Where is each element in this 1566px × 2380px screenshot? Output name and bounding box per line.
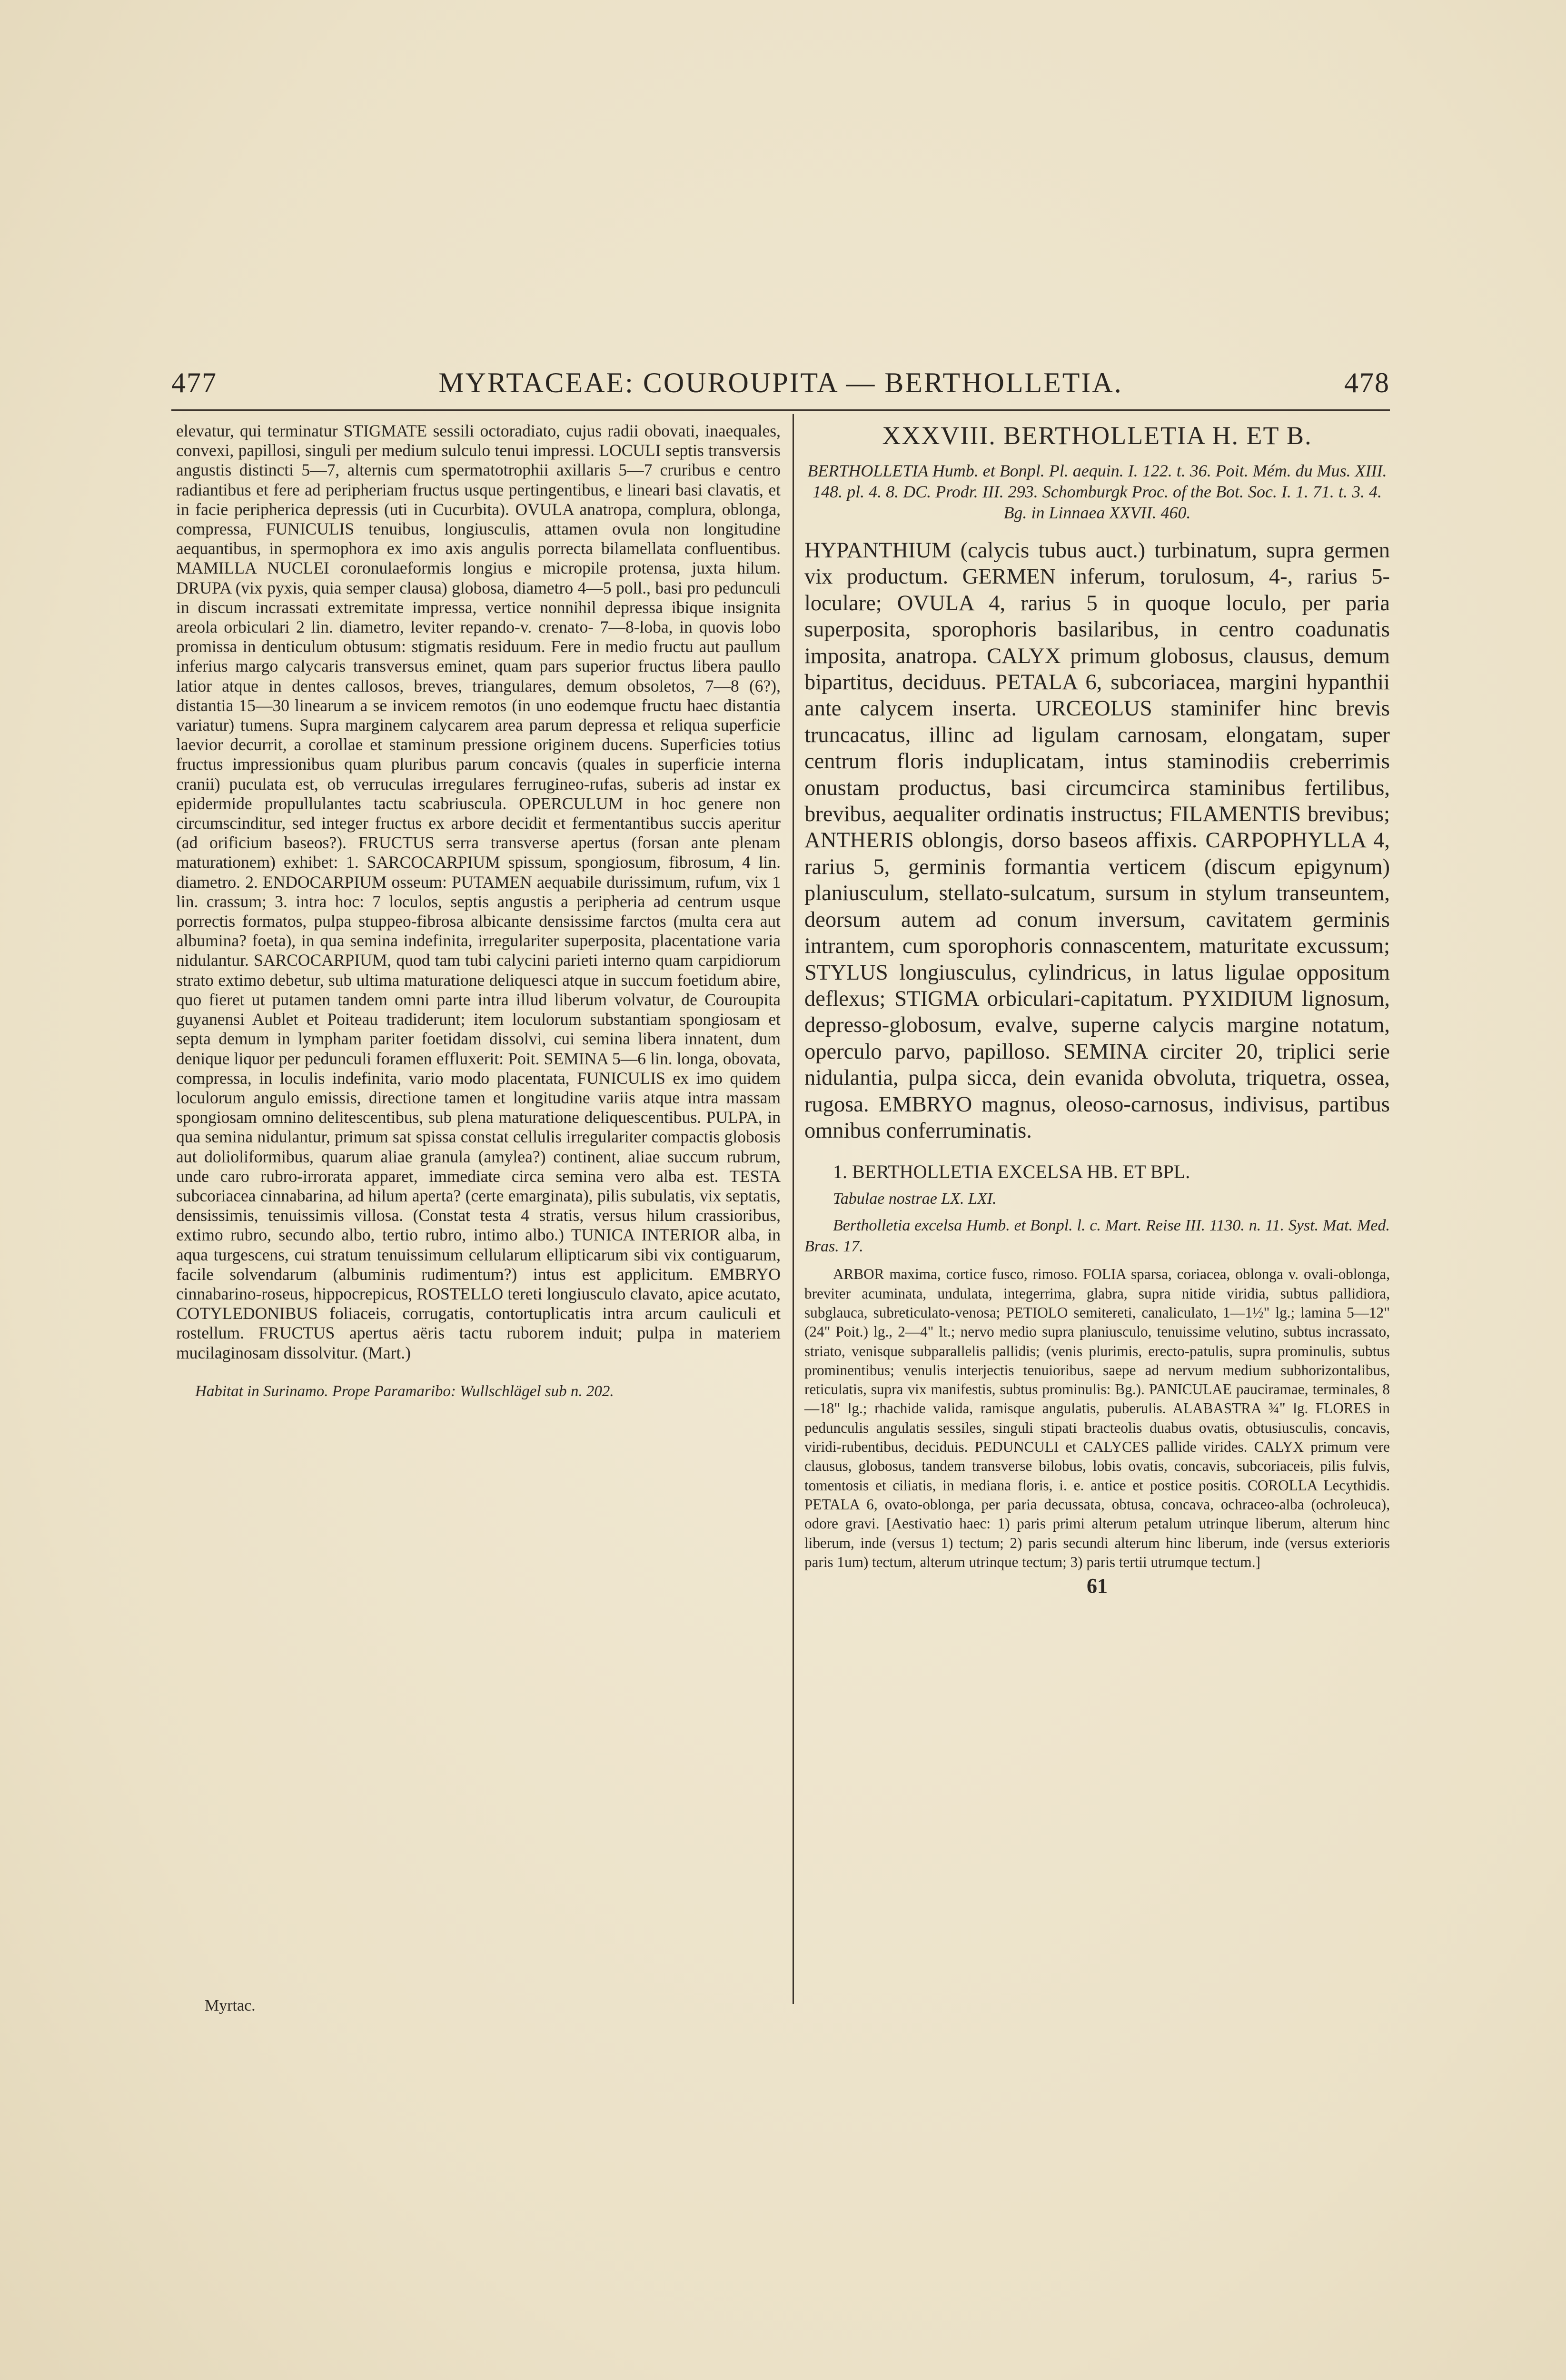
habitat-note: Habitat in Surinamo. Prope Paramaribo: Wullschlägel sub n. 202. [195,1382,614,1400]
header-rule [171,409,1390,411]
species-synonymy: Bertholletia excelsa Humb. et Bonpl. l. c. Mart. Reise III. 1130. n. 11. Syst. Mat. Med. Bras. 17. [804,1217,1390,1256]
genus-heading: XXXVIII. BERTHOLLETIA H. ET B. [882,421,1312,450]
left-column-body: elevatur, qui terminatur STIGMATE sessili octoradiato, cujus radii obovati, inaequales, convexi, papillosi, singuli per medium sulculo tenui impressi. LOCULI septis transversis angustis distincti 5—7, alternis cum spermatotrophii axillaris 5—7 cruribus e centro radiantibus et fere ad peripheriam fructus usque pertingentibus, e lineari basi clavatis, et in facie peripherica depressis (uti in Cucurbita). OVULA anatropa, complura, oblonga, compressa, FUNICULIS tenuibus, longiusculis, attamen ovula non longitudine aequantibus, in spermophora ex imo axis angulis porrecta bilamellata confluentibus. MAMILLA NUCLEI coronulaeformis longius e micropile protensa, juxta hilum. DRUPA (vix pyxis, quia semper clausa) globosa, diametro 4—5 poll., basi pro pedunculi in discum incrassati extremitate impressa, vertice nonnihil depressa ibique insignita areola orbiculari 2 lin. diametro, leviter repando-v. crenato- 7—8-loba, in quovis lobo promissa in denticulum obtusum: stigmatis residuum. Fere in medio fructu aut paullum inferius margo calycaris transversus eminet, quam pars superior fructus libera paullo latior atque in dentes callosos, breves, triangulares, demum obsoletos, 7—8 (6?), distantia 15—30 linearum a se invicem remotos (in uno eodemque fructu haec distantia variatur) tumens. Supra marginem calycarem area parum depressa et reliqua superficie laevior decurrit, a corollae et staminum pressione originem ducens. Superficies totius fructus impressionibus quam pluribus parum concavis (quales in superficie interna cranii) puculata est, ob verruculas irregulares ferrugineo-rufas, suberis ad instar ex epidermide propullulantes tactu scabriuscula. OPERCULUM in hoc genere non circumscinditur, sed integer fructus ex arbore decidit et fermentantibus succis aperitur (ad orificium baseos?). FRUCTUS serra transverse apertus (forsan ante plenam maturationem) exhibet: 1. SARCOCARPIUM spissum, spongiosum, fibrosum, 4 lin. diametro. 2. ENDOCARPIUM osseum: PUTAMEN aequabile durissimum, rufum, vix 1 lin. crassum; 3. intra hoc: 7 loculos, septis angustis a peripheria ad centrum usque porrectis formatos, pulpa stuppeo-fibrosa albicante densissime farctos (multa cera aut albumina? foeta), in qua semina indefinita, irregulariter superposita, placentatione varia nidulantur. SARCOCARPIUM, quod tam tubi calycini parieti interno quam carpidiorum strato extimo debetur, sub ultima maturatione deliquesci atque in succum foetidum abire, quo fieret ut putamen tandem omni parte intra illud liberum volvatur, de Couroupita guyanensi Aublet et Poiteau tradiderunt; item loculorum substantiam spongiosam et septa demum in lympham pariter foetidam dissolvi, cui semina libera innatent, dum denique liquor per pedunculi foramen effluxerit: Poit. SEMINA 5—6 lin. longa, obovata, compressa, in loculis indefinita, vario modo placentata, FUNICULIS ex imo quidem loculorum angulo emissis, directione tamen et longitudine variis atque intra massam spongiosam omnino delitescentibus, sub plena maturatione deliquescentibus. PULPA, in qua semina nidulantur, primum sat spissa constat cellulis irregulariter compactis globosis aut dolioliformibus, quarum aliae granula (amylea?) continent, aliae succum rubrum, unde caro rubro-irrorata apparet, immediate circa semina vero alba est. TESTA subcoriacea cinnabarina, ad hilum aperta? (certe emarginata), pilis subulatis, vix septatis, densissimis, tenuissimis villosa. (Constat testa 4 stratis, versus hilum crassioribus, extimo rubro, secundo albo, tertio rubro, intimo albo.) TUNICA INTERIOR alba, in aqua turgescens, cui stratum tenuissimum cellularum ellipticarum sibi vix contiguarum, facile solvendarum (albuminis rudimentum?) intus est applicitum. EMBRYO cinnabarino-roseus, hippocrepicus, ROSTELLO tereti longiusculo clavato, apice acutato, COTYLEDONIBUS foliaceis, corrugatis, contortuplicatis intra arcum cauliculi et rostellum. FRUCTUS apertus aëris tactu ruborem induit; pulpa in materiem mucilaginosam dissolvitur. (Mart.) [176,421,781,1362]
left-column [176,421,781,1401]
right-column [804,421,1390,1598]
running-title: MYRTACEAE: COUROUPITA — BERTHOLLETIA. [438,367,1123,398]
tabulae-reference: Tabulae nostrae LX. LXI. [833,1190,997,1208]
page-number-right: 478 [1344,367,1390,398]
page-header [171,367,1390,409]
column-separator [793,414,794,2004]
signature-number: 61 [1087,1574,1108,1598]
genus-synonymy: BERTHOLLETIA Humb. et Bonpl. Pl. aequin. I. 122. t. 36. Poit. Mém. du Mus. XIII. 148. pl. 4. 8. DC. Prodr. III. 293. Schomburgk Proc. of the Bot. Soc. I. 1. 71. t. 3. 4. Bg. in Linnaea XXVII. 460. [807,461,1387,522]
genus-description: HYPANTHIUM (calycis tubus auct.) turbinatum, supra germen vix productum. GERMEN inferum, torulosum, 4-, rarius 5-loculare; OVULA 4, rarius 5 in quoque loculo, per paria superposita, sporophoris basilaribus, in centro coadunatis imposita, anatropa. CALYX primum globosus, clausus, demum bipartitus, deciduus. PETALA 6, subcoriacea, margini hypanthii ante calycem inserta. URCEOLUS staminifer hinc brevis truncacatus, illinc ad ligulam carnosam, elongatam, super centrum floris induplicatam, intus staminodiis creberrimis onustam productus, basi circumcirca staminibus fertilibus, brevibus, aequaliter ordinatis instructus; FILAMENTIS brevibus; ANTHERIS oblongis, dorso baseos affixis. CARPOPHYLLA 4, rarius 5, germinis formantia verticem (discum epigynum) planiusculum, stellato-sulcatum, sursum in stylum transeuntem, deorsum autem ad conum inversum, cavitatem germinis intrantem, cum sporophoris connascentem, maturitate excussum; STYLUS longiusculus, cylindricus, in latus ligulae oppositum deflexus; STIGMA orbiculari-capitatum. PYXIDIUM lignosum, depresso-globosum, evalve, superne calycis margine notatum, operculo parvo, papilloso. SEMINA circiter 20, triplici serie nidulantia, pulpa sicca, dein evanida obvoluta, triquetra, ossea, rugosa. EMBRYO magnus, oleoso-carnosus, indivisus, partibus omnibus conferruminatis. [804,538,1390,1143]
page-number-left: 477 [171,367,217,398]
species-description: ARBOR maxima, cortice fusco, rimoso. FOLIA sparsa, coriacea, oblonga v. ovali-oblonga, breviter acuminata, undulata, integerrima, glabra, supra nitide viridia, subtus pallidiora, subglauca, subreticulato-venosa; PETIOLO semitereti, canaliculato, 1—1½" lg.; lamina 5—12" (24" Poit.) lg., 2—4" lt.; nervo medio supra planiusculo, tenuissime velutino, subtus incrassato, striato, venisque subparallelis pallidis; (venis plurimis, erecto-patulis, supra prominulis, subtus prominentibus; venulis interjectis tenuioribus, saepe ad nervum medium subhorizontalibus, reticulatis, supra vix manifestis, subtus prominulis: Bg.). PANICULAE pauciramae, terminales, 8—18" lg.; rhachide valida, ramisque angulatis, puberulis. ALABASTRA ¾" lg. FLORES in pedunculis angulatis sessiles, singuli stipati bracteolis duabus ovatis, obtusiusculis, concavis, viridi-rubentibus, deciduis. PEDUNCULI et CALYCES pallide virides. CALYX primum vere clausus, globosus, tandem transverse bilobus, lobis ovatis, concavis, subcoriaceis, pilis fulvis, tomentosis et ciliatis, in mediana floris, i. e. antice et postice positis. COROLLA Lecythidis. PETALA 6, ovato-oblonga, per paria decussata, obtusa, concava, ochraceo-alba (ochroleuca), odore gravi. [Aestivatio haec: 1) paris primi alterum petalum utrinque liberum, alterum hinc liberum, inde (versus 1) tectum; 2) paris secundi alterum hinc liberum, inde (versus exterioris paris 1um) tectum, alterum utrinque tectum; 3) paris tertii utrumque tectum.] [804,1266,1390,1570]
species-heading: 1. BERTHOLLETIA EXCELSA HB. ET BPL. [833,1161,1190,1183]
signature-mark: Myrtac. [205,1997,256,2014]
